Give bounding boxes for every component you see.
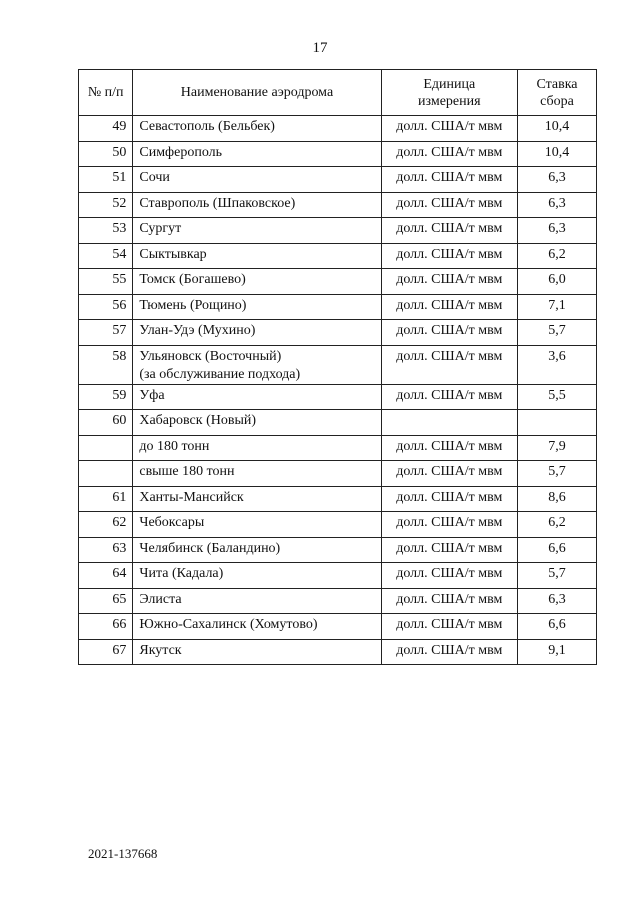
aerodrome-name	[133, 218, 381, 244]
row-number: 63	[79, 537, 133, 563]
table-row	[79, 461, 597, 487]
fee-rate: 6,6	[518, 614, 597, 640]
unit-of-measure: долл. США/т мвм	[381, 243, 517, 269]
aerodrome-name	[133, 614, 381, 640]
aerodrome-name	[133, 141, 381, 167]
aerodrome-name-line1: Чита (Кадала)	[139, 566, 224, 581]
aerodrome-name-line1: Сургут	[139, 221, 182, 236]
row-number: 57	[79, 320, 133, 346]
header-rate-line1: Ставка	[536, 76, 578, 92]
aerodrome-name-line1: Улан-Удэ (Мухино)	[139, 323, 256, 338]
aerodrome-name-line1: Южно-Сахалинск (Хомутово)	[139, 617, 318, 632]
aerodrome-name-line1: Уфа	[139, 387, 165, 403]
fee-rate	[518, 410, 597, 436]
fee-rate: 5,5	[518, 384, 597, 410]
aerodrome-name	[133, 537, 381, 563]
aerodrome-name-line1: Томск (Богашево)	[139, 272, 246, 287]
table-row	[79, 192, 597, 218]
aerodrome-name	[133, 116, 381, 142]
aerodrome-name	[133, 461, 381, 487]
row-number: 62	[79, 512, 133, 538]
fee-rate: 5,7	[518, 563, 597, 589]
table-row	[79, 167, 597, 193]
unit-of-measure: долл. США/т мвм	[381, 269, 517, 295]
row-number: 52	[79, 192, 133, 218]
aerodrome-name	[133, 384, 381, 410]
aerodrome-name	[133, 588, 381, 614]
aerodrome-name-line1: Ставрополь (Шпаковское)	[139, 195, 296, 211]
table-row	[79, 116, 597, 142]
unit-of-measure: долл. США/т мвм	[381, 486, 517, 512]
aerodrome-name	[133, 167, 381, 193]
table-body	[79, 116, 597, 665]
aerodrome-name-line1: Элиста	[139, 591, 182, 607]
fee-rate: 10,4	[518, 116, 597, 142]
header-rate-line2: сбора	[540, 93, 574, 109]
row-number: 58	[79, 345, 133, 384]
aerodrome-name	[133, 294, 381, 320]
unit-of-measure: долл. США/т мвм	[381, 512, 517, 538]
aerodrome-name-line1: Сочи	[139, 170, 170, 185]
aerodrome-name	[133, 410, 381, 436]
fee-rate: 6,6	[518, 537, 597, 563]
aerodrome-name	[133, 639, 381, 665]
table-row	[79, 384, 597, 410]
row-number: 61	[79, 486, 133, 512]
aerodrome-name-line1: Симферополь	[139, 144, 223, 160]
row-number	[79, 461, 133, 487]
unit-of-measure	[381, 410, 517, 436]
table-row	[79, 410, 597, 436]
aerodrome-name-line2: (за обслуживание подхода)	[139, 366, 301, 382]
header-unit-line2: измерения	[418, 93, 481, 109]
unit-of-measure: долл. США/т мвм	[381, 141, 517, 167]
header-unit-line1: Единица	[423, 76, 476, 92]
row-number: 54	[79, 243, 133, 269]
table-row	[79, 614, 597, 640]
aerodrome-name	[133, 243, 381, 269]
aerodrome-name-line1: Чебоксары	[139, 515, 205, 530]
fee-rate: 6,3	[518, 218, 597, 244]
unit-of-measure: долл. США/т мвм	[381, 294, 517, 320]
unit-of-measure: долл. США/т мвм	[381, 116, 517, 142]
aerodrome-name-line1: Хабаровск (Новый)	[139, 413, 257, 428]
unit-of-measure: долл. США/т мвм	[381, 192, 517, 218]
aerodrome-name	[133, 192, 381, 218]
fee-rate: 8,6	[518, 486, 597, 512]
table-row	[79, 639, 597, 665]
unit-of-measure: долл. США/т мвм	[381, 218, 517, 244]
table-row	[79, 269, 597, 295]
header-num: № п/п	[79, 70, 133, 116]
row-number: 53	[79, 218, 133, 244]
row-number: 60	[79, 410, 133, 436]
row-number: 56	[79, 294, 133, 320]
table-row	[79, 512, 597, 538]
fee-rate: 7,1	[518, 294, 597, 320]
unit-of-measure: долл. США/т мвм	[381, 345, 517, 384]
aerodrome-name	[133, 320, 381, 346]
fee-rate: 7,9	[518, 435, 597, 461]
aerodrome-name-line1: Ульяновск (Восточный)	[139, 348, 282, 364]
aerodrome-name-line1: Севастополь (Бельбек)	[139, 119, 275, 134]
aerodrome-name	[133, 512, 381, 538]
table-row	[79, 588, 597, 614]
row-number: 59	[79, 384, 133, 410]
unit-of-measure: долл. США/т мвм	[381, 563, 517, 589]
row-number: 67	[79, 639, 133, 665]
table-row	[79, 537, 597, 563]
unit-of-measure: долл. США/т мвм	[381, 167, 517, 193]
row-number: 49	[79, 116, 133, 142]
fee-rate: 6,2	[518, 512, 597, 538]
table-row	[79, 320, 597, 346]
unit-of-measure: долл. США/т мвм	[381, 614, 517, 640]
aerodrome-name-line1: Челябинск (Баландино)	[139, 540, 281, 556]
table-row	[79, 243, 597, 269]
aerodrome-name-line1: до 180 тонн	[139, 438, 210, 454]
header-name: Наименование аэродрома	[133, 70, 381, 116]
aerodrome-rates-table	[78, 69, 597, 665]
fee-rate: 6,0	[518, 269, 597, 295]
row-number: 55	[79, 269, 133, 295]
row-number: 66	[79, 614, 133, 640]
fee-rate: 6,2	[518, 243, 597, 269]
row-number: 65	[79, 588, 133, 614]
table-row	[79, 563, 597, 589]
table-row	[79, 218, 597, 244]
fee-rate: 3,6	[518, 345, 597, 384]
header-rate	[518, 70, 597, 116]
header-row	[79, 70, 597, 116]
table-header	[79, 70, 597, 116]
unit-of-measure: долл. США/т мвм	[381, 461, 517, 487]
table-row	[79, 294, 597, 320]
aerodrome-name-line1: Тюмень (Рощино)	[139, 297, 247, 313]
aerodrome-name-line1: Якутск	[139, 642, 182, 658]
aerodrome-name-line1: Ханты-Мансийск	[139, 489, 244, 505]
aerodrome-name	[133, 269, 381, 295]
unit-of-measure: долл. США/т мвм	[381, 588, 517, 614]
aerodrome-name	[133, 563, 381, 589]
fee-rate: 6,3	[518, 192, 597, 218]
aerodrome-name-line1: свыше 180 тонн	[139, 464, 235, 479]
row-number: 64	[79, 563, 133, 589]
row-number: 51	[79, 167, 133, 193]
aerodrome-name	[133, 435, 381, 461]
table-row	[79, 345, 597, 384]
fee-rate: 9,1	[518, 639, 597, 665]
fee-rate: 10,4	[518, 141, 597, 167]
fee-rate: 6,3	[518, 588, 597, 614]
fee-rate: 5,7	[518, 461, 597, 487]
fee-rate: 6,3	[518, 167, 597, 193]
document-code: 2021-137668	[88, 846, 158, 861]
unit-of-measure: долл. США/т мвм	[381, 639, 517, 665]
unit-of-measure: долл. США/т мвм	[381, 384, 517, 410]
header-unit	[381, 70, 517, 116]
aerodrome-name-line1: Сыктывкар	[139, 246, 207, 262]
table-row	[79, 486, 597, 512]
unit-of-measure: долл. США/т мвм	[381, 435, 517, 461]
row-number: 50	[79, 141, 133, 167]
aerodrome-name	[133, 486, 381, 512]
table-row	[79, 141, 597, 167]
unit-of-measure: долл. США/т мвм	[381, 537, 517, 563]
page-number: 17	[312, 40, 328, 56]
table-row	[79, 435, 597, 461]
unit-of-measure: долл. США/т мвм	[381, 320, 517, 346]
fee-rate: 5,7	[518, 320, 597, 346]
aerodrome-name	[133, 345, 381, 384]
row-number	[79, 435, 133, 461]
